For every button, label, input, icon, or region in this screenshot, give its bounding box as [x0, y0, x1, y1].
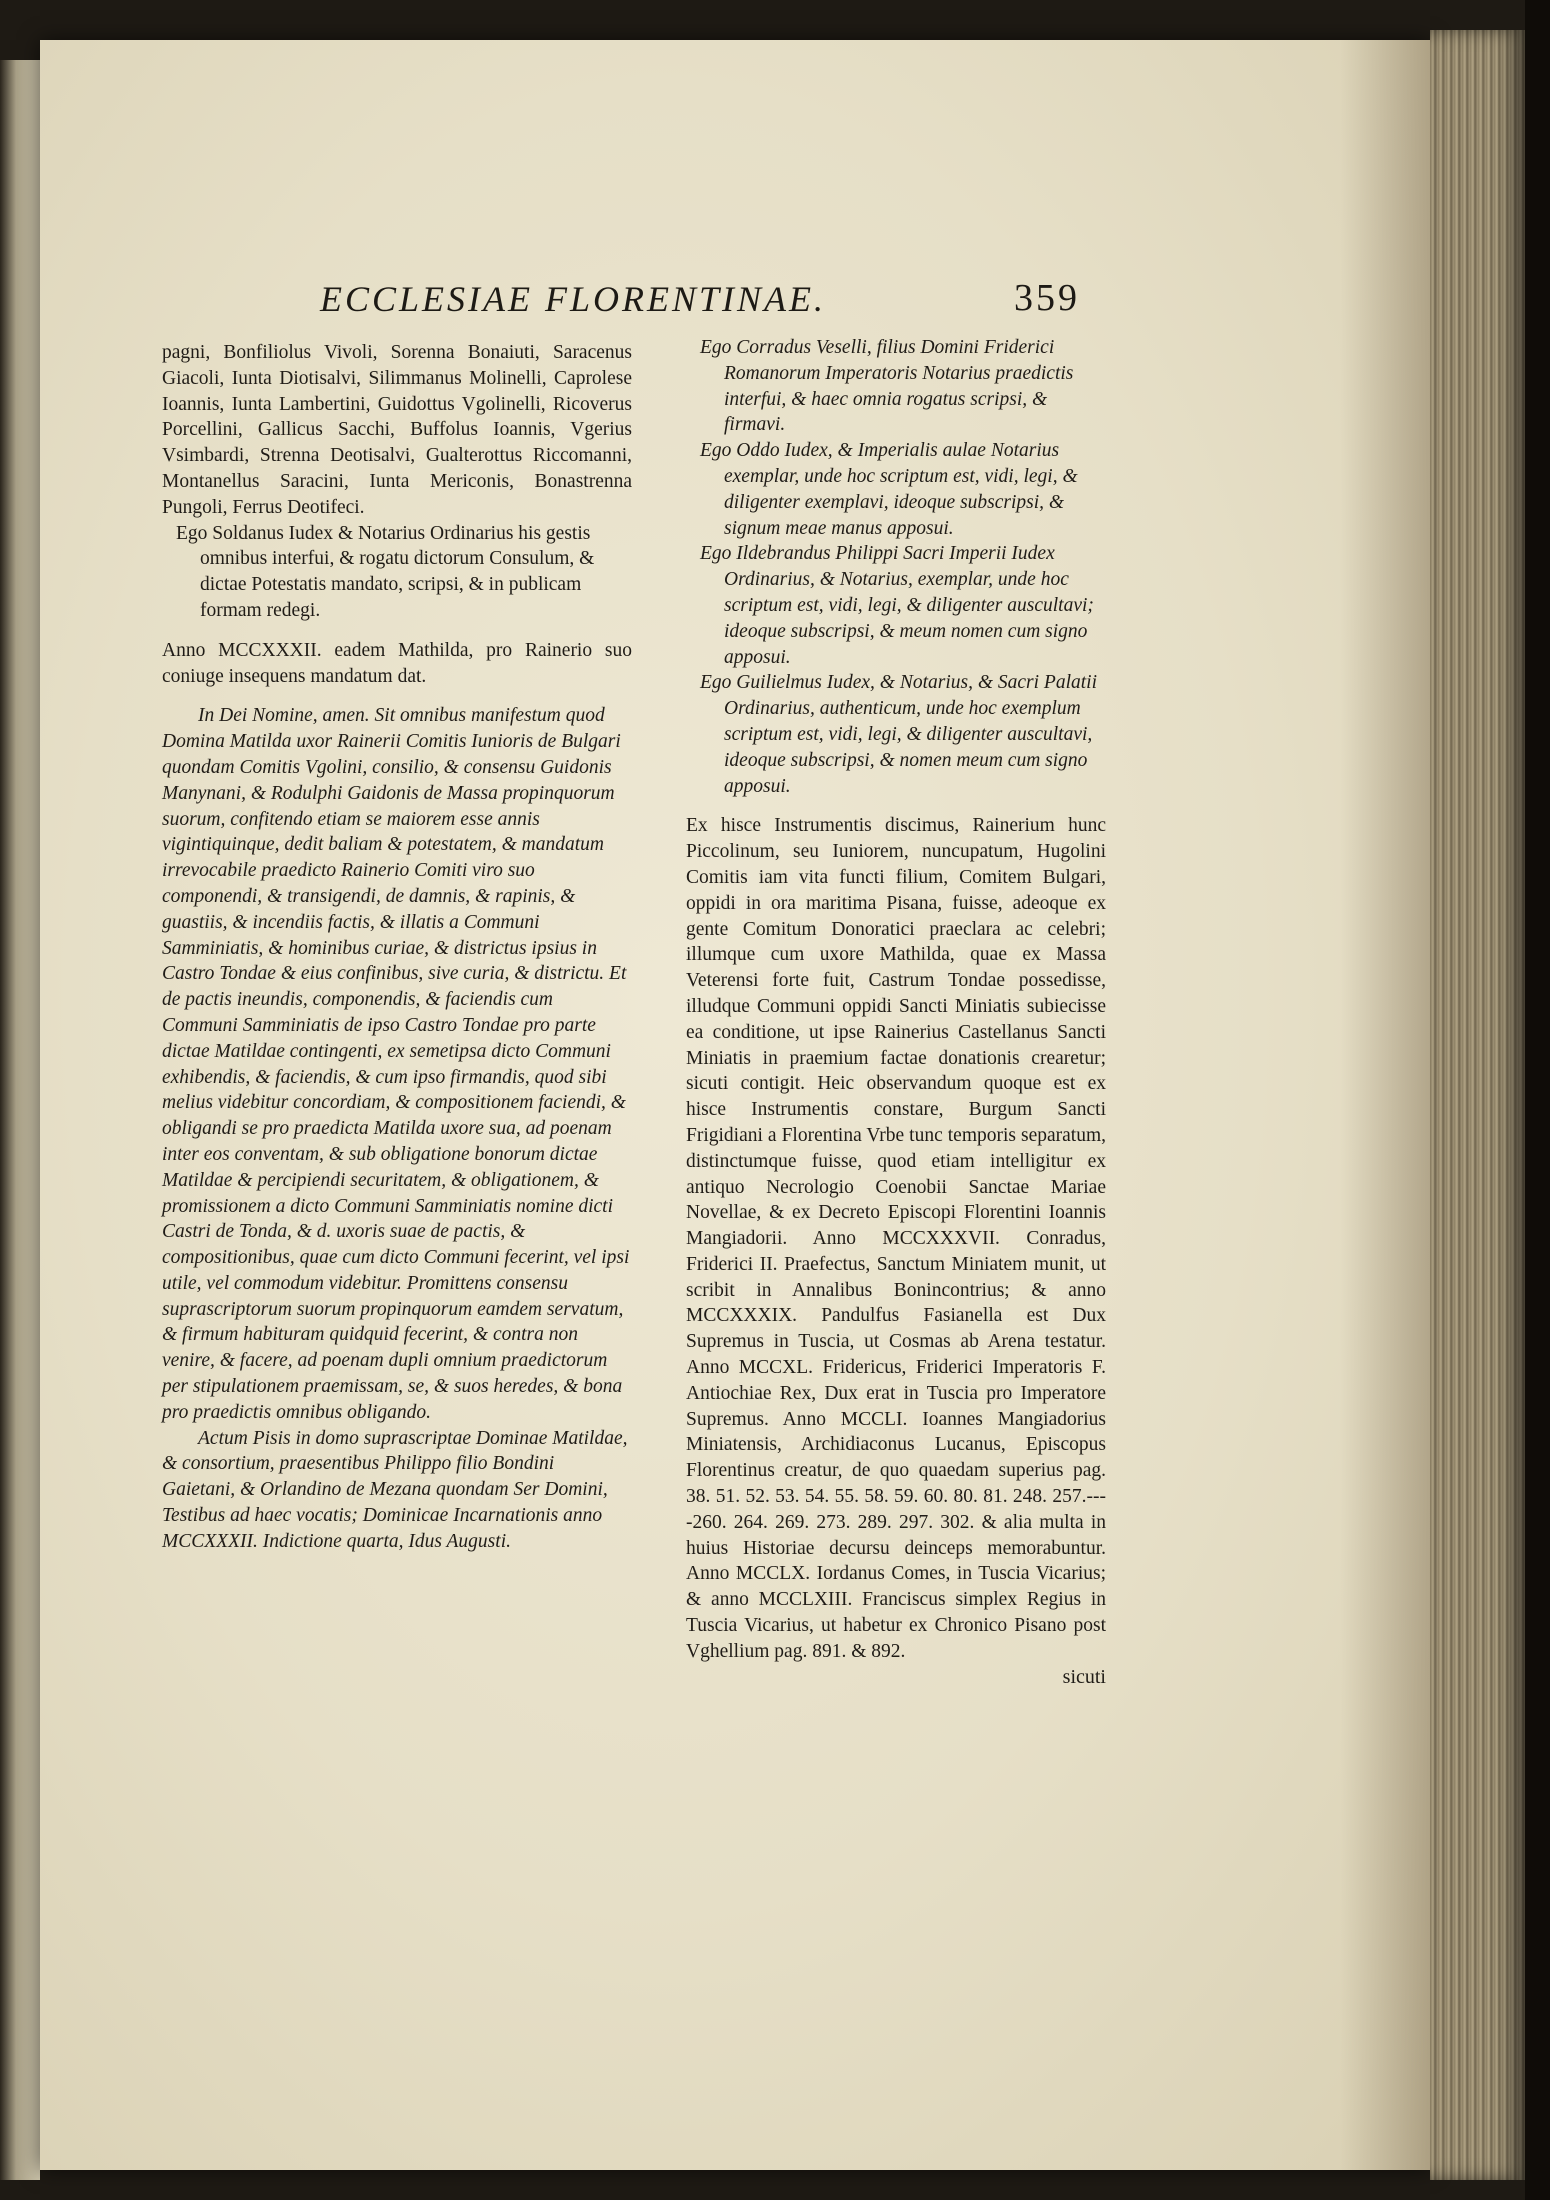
- page-block-edge: [1430, 30, 1525, 2180]
- paragraph: [162, 689, 632, 703]
- running-title: ECCLESIAE FLORENTINAE.: [320, 279, 826, 319]
- paragraph: Ego Oddo Iudex, & Imperialis aulae Notarius exemplar, unde hoc scriptum est, vidi, legi, & diligenter exemplavi, ideoque subscripsi, & signum meae manus apposui.: [700, 440, 1078, 539]
- running-header: [320, 278, 1080, 328]
- paragraph: Ego Corradus Veselli, filius Domini Friderici Romanorum Imperatoris Notarius praedictis interfui, & haec omnia rogatus scripsi, & firmavi.: [700, 337, 1074, 436]
- catchword: sicuti: [1062, 1665, 1106, 1688]
- paragraph: Ego Soldanus Iudex & Notarius Ordinarius his gestis omnibus interfui, & rogatu dictorum Consulum, & dictae Potestatis mandato, scripsi, & in publicam formam redegi.: [176, 522, 595, 621]
- previous-page-edge: [0, 60, 40, 2180]
- left-text-column: [162, 340, 632, 1555]
- paragraph: Anno MCCXXXII. eadem Mathilda, pro Rainerio suo coniuge insequens mandatum dat.: [162, 639, 632, 687]
- paragraph: In Dei Nomine, amen. Sit omnibus manifestum quod Domina Matilda uxor Rainerii Comitis Iunioris de Bulgari quondam Comitis Vgolini, consilio, & consensu Guidonis Manynani, & Rodulphi Gaidonis de Massa propinquorum suorum, confitendo etiam se maiorem esse annis vigintiquinque, dedit baliam & potestatem, & mandatum irrevocabile praedicto Rainerio Comiti viro suo componendi, & transigendi, de damnis, & rapinis, & guastiis, & incendiis factis, & illatis a Communi Samminiatis, & hominibus curiae, & districtus ipsius in Castro Tondae & eius confinibus, sive curia, & districtu. Et de pactis ineundis, componendis, & faciendis cum Communi Samminiatis de ipso Castro Tondae pro parte dictae Matildae contingenti, ex semetipsa dicto Communi exhibendis, & faciendis, & cum ipso firmandis, quod sibi melius videbitur concordiam, & compositionem faciendi, & obligandi se pro praedicta Matilda uxore sua, ad poenam inter eos conventam, & sub obligatione bonorum dictae Matildae & percipiendi securitatem, & obligationem, & promissionem a dicto Communi Samminiatis nomine dicti Castri de Tonda, & d. uxoris suae de pactis, & compositionibus, quae cum dicto Communi fecerint, vel ipsi utile, vel commodum videbitur. Promittens consensu suprascriptorum suorum propinquorum eamdem servatum, & firmum habituram quidquid fecerint, & contra non venire, & facere, ad poenam dupli omnium praedictorum per stipulationem praemissam, se, & suos heredes, & bona pro praedictis omnibus obligando.: [162, 705, 630, 1423]
- paragraph: pagni, Bonfiliolus Vivoli, Sorenna Bonaiuti, Saracenus Giacoli, Iunta Diotisalvi, Silimmanus Molinelli, Caprolese Ioannis, Iunta Lambertini, Guidottus Vgolinelli, Ricoverus Porcellini, Gallicus Sacchi, Buffolus Ioannis, Vgerius Vsimbardi, Strenna Deotisalvi, Gualterottus Riccomanni, Montanellus Saracini, Iunta Mericonis, Bonastrenna Pungoli, Ferrus Deotifeci.: [162, 342, 632, 518]
- paragraph: Ego Guilielmus Iudex, & Notarius, & Sacri Palatii Ordinarius, authenticum, unde hoc exemplum scriptum est, vidi, legi, & diligenter auscultavi, ideoque subscripsi, & nomen meum cum signo apposui.: [700, 672, 1098, 797]
- page-number: 359: [1014, 277, 1080, 319]
- paragraph: Actum Pisis in domo suprascriptae Dominae Matildae, & consortium, praesentibus Philippo filio Bondini Gaietani, & Orlandino de Mezana quondam Ser Domini, Testibus ad haec vocatis; Dominicae Incarnationis anno MCCXXXII. Indictione quarta, Idus Augusti.: [162, 1427, 628, 1552]
- paragraph: Ego Ildebrandus Philippi Sacri Imperii Iudex Ordinarius, & Notarius, exemplar, unde hoc scriptum est, vidi, legi, & diligenter auscultavi; ideoque subscripsi, & meum nomen cum signo apposui.: [700, 543, 1094, 668]
- right-text-column: [686, 335, 1106, 1690]
- binding-shadow: [1525, 0, 1550, 2200]
- paragraph: [686, 799, 1106, 813]
- paragraph: [162, 624, 632, 638]
- paragraph: Ex hisce Instrumentis discimus, Rainerium hunc Piccolinum, seu Iuniorem, nuncupatum, Hugolini Comitis iam vita functi filium, Comitem Bulgari, oppidi in ora maritima Pisana, fuisse, adeoque ex gente Comitum Donoratici praeclara ac celebri; illumque cum uxore Mathilda, quae ex Massa Veterensi forte fuit, Castrum Tondae possedisse, illudque Communi oppidi Sancti Miniatis subiecisse ea conditione, ut ipse Rainerius Castellanus Sancti Miniatis in praemium factae donationis crearetur; sicuti contigit. Heic observandum quoque est ex hisce Instrumentis constare, Burgum Sancti Frigidiani a Florentina Vrbe tunc temporis separatum, distinctumque fuisse, quod etiam intelligitur ex antiquo Necrologio Coenobii Sanctae Mariae Novellae, & ex Decreto Episcopi Florentini Ioannis Mangiadorii. Anno MCCXXXVII. Conradus, Friderici II. Praefectus, Sanctum Miniatem munit, ut scribit in Annalibus Bonincontrius; & anno MCCXXXIX. Pandulfus Fasianella est Dux Supremus in Tuscia, ut Cosmas ab Arena testatur. Anno MCCXL. Fridericus, Friderici Imperatoris F. Antiochiae Rex, Dux erat in Tuscia pro Imperatore Supremus. Anno MCCLI. Ioannes Mangiadorius Miniatensis, Archidiaconus Lucanus, Episcopus Florentinus creatur, de quo quaedam superius pag. 38. 51. 52. 53. 54. 55. 58. 59. 60. 80. 81. 248. 257.----260. 264. 269. 273. 289. 297. 302. & alia multa in huius Historiae decursu deinceps memorabuntur. Anno MCCLX. Iordanus Comes, in Tuscia Vicarius; & anno MCCLXIII. Franciscus simplex Regius in Tuscia Vicarius, ut habetur ex Chronico Pisano post Vghellium pag. 891. & 892.: [686, 815, 1106, 1662]
